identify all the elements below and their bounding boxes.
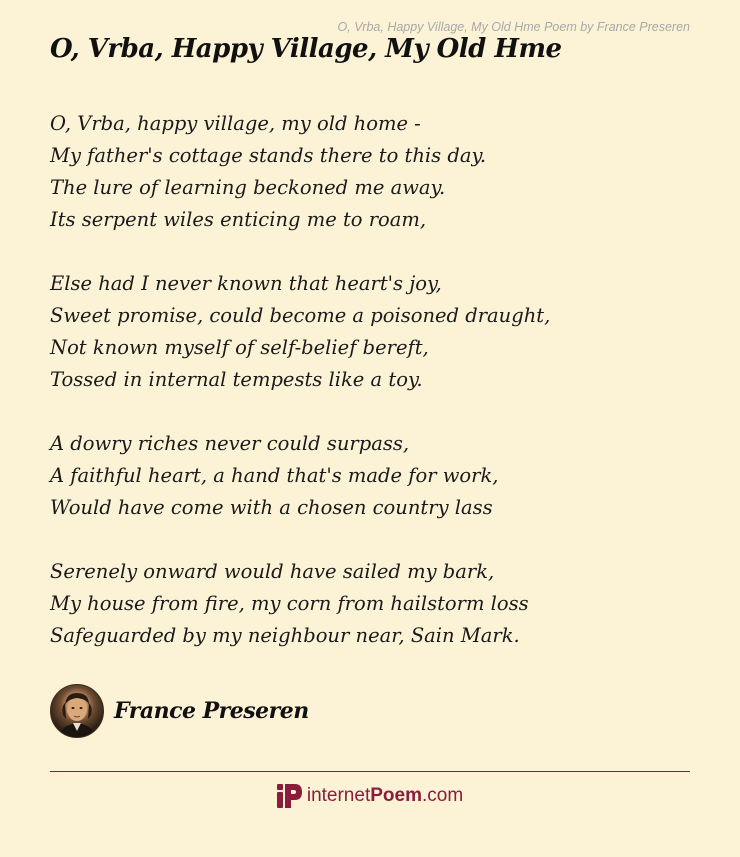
avatar[interactable] bbox=[50, 684, 104, 738]
poem-line: Tossed in internal tempests like a toy. bbox=[50, 368, 423, 391]
poem-line: My father's cottage stands there to this day. bbox=[50, 144, 487, 167]
poem-line: Not known myself of self-belief bereft, bbox=[50, 336, 429, 359]
poem-line: Sweet promise, could become a poisoned draught, bbox=[50, 304, 551, 327]
brand-text-domain: .com bbox=[421, 785, 464, 806]
poem-line: A dowry riches never could surpass, bbox=[50, 432, 410, 455]
poem-line: Its serpent wiles enticing me to roam, bbox=[50, 208, 427, 231]
poem-line: Safeguarded by my neighbour near, Sain Mark. bbox=[50, 624, 520, 647]
poem-title: O, Vrba, Happy Village, My Old Hme bbox=[50, 34, 562, 64]
brand-text-poem: Poem bbox=[370, 785, 422, 806]
stanza-4 bbox=[50, 556, 700, 652]
poem-line: O, Vrba, happy village, my old home - bbox=[50, 112, 421, 135]
poem-line: A faithful heart, a hand that's made for work, bbox=[50, 464, 499, 487]
poem-line: The lure of learning beckoned me away. bbox=[50, 176, 446, 199]
ip-logo-icon bbox=[277, 783, 303, 809]
poem-line: Would have come with a chosen country lass bbox=[50, 496, 493, 519]
site-brand[interactable] bbox=[0, 783, 740, 809]
poem-line: My house from fire, my corn from hailstorm loss bbox=[50, 592, 529, 615]
author-block[interactable] bbox=[50, 684, 309, 738]
header-caption: O, Vrba, Happy Village, My Old Hme Poem by France Preseren bbox=[337, 20, 690, 34]
author-portrait-icon bbox=[51, 685, 103, 737]
footer-divider bbox=[50, 771, 690, 772]
stanza-2 bbox=[50, 268, 700, 396]
poem-line: Else had I never known that heart's joy, bbox=[50, 272, 442, 295]
poem-line: Serenely onward would have sailed my bark, bbox=[50, 560, 495, 583]
stanza-1 bbox=[50, 108, 700, 236]
poem-body bbox=[50, 108, 700, 684]
brand-text-internet: internet bbox=[306, 785, 371, 806]
stanza-3 bbox=[50, 428, 700, 524]
author-name[interactable]: France Preseren bbox=[114, 698, 309, 724]
